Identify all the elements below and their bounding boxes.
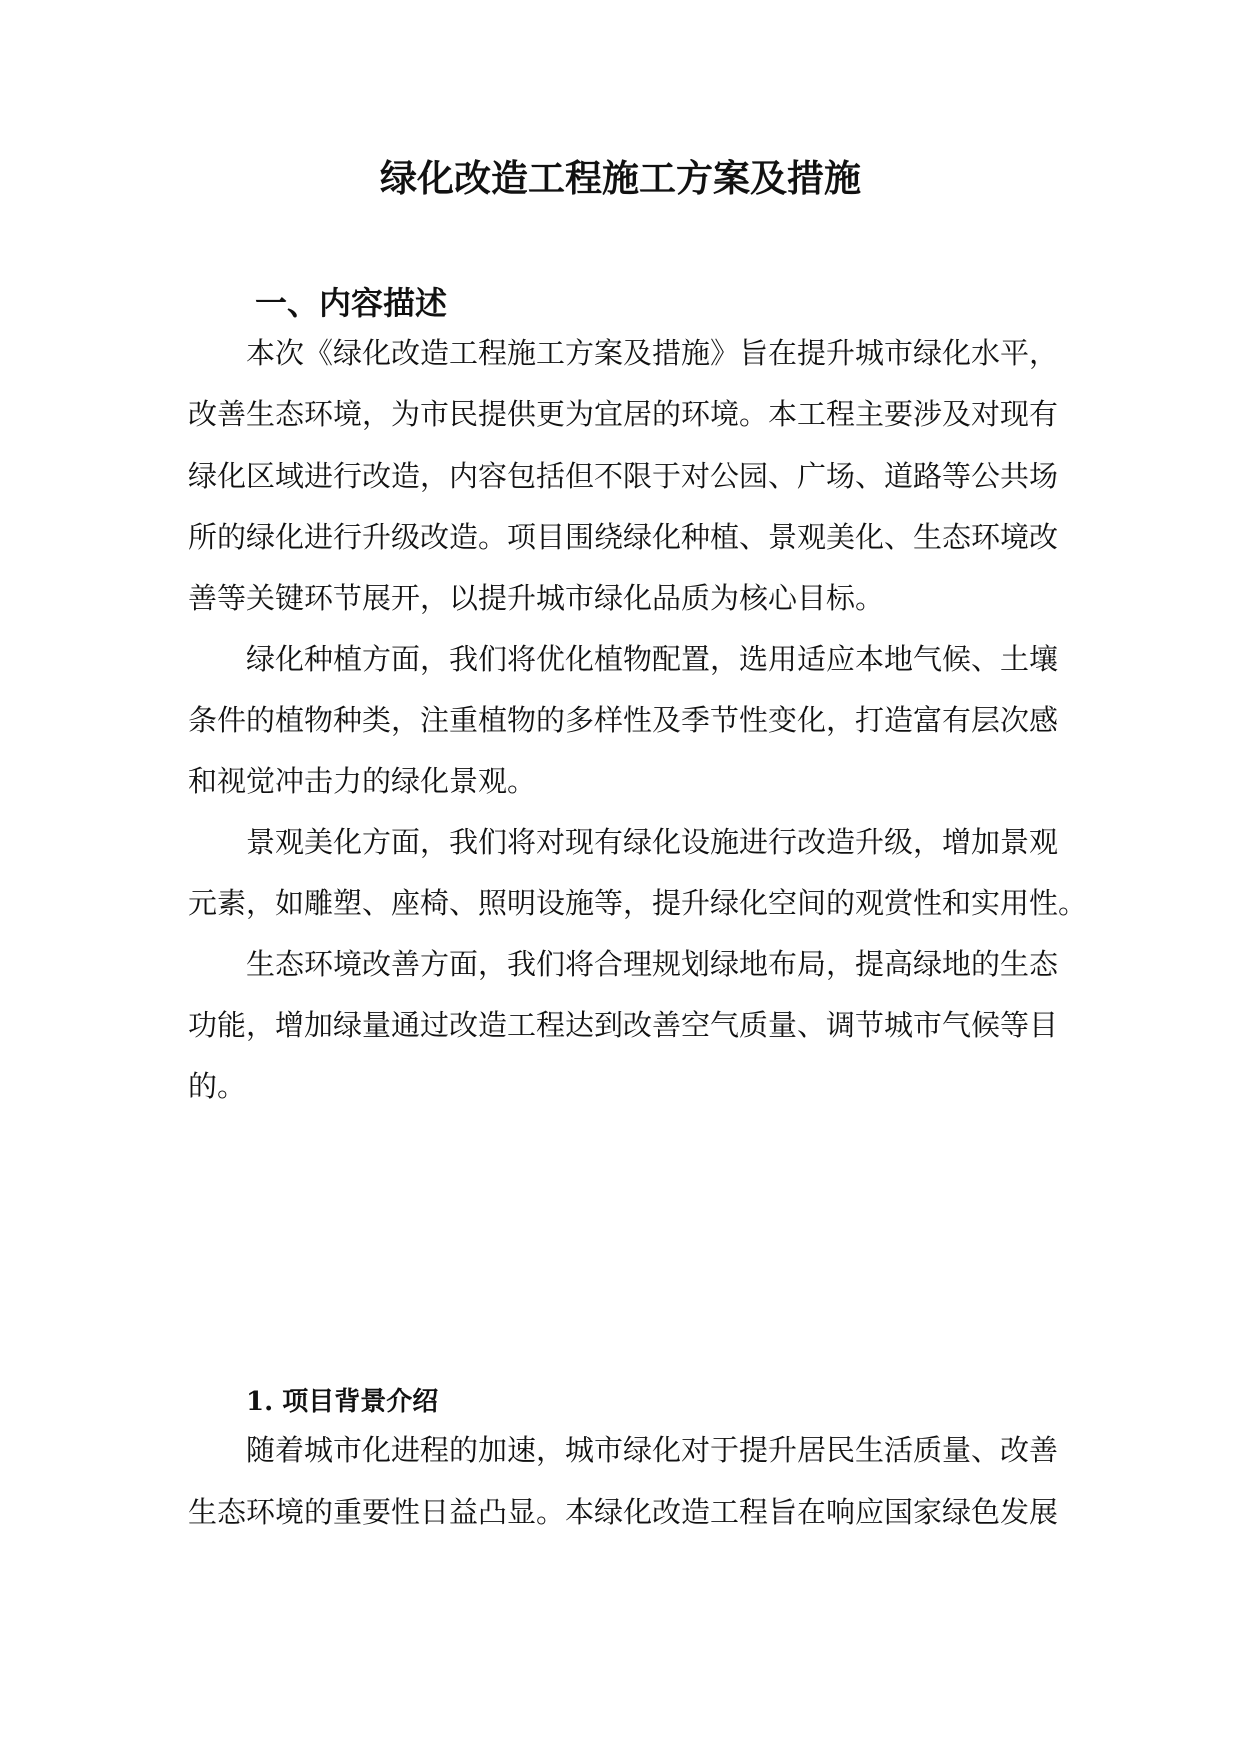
- paragraph-line: 生态环境改善方面，我们将合理规划绿地布局，提高绿地的生态: [246, 947, 1059, 981]
- paragraph-line: 善等关键环节展开，以提升城市绿化品质为核心目标。: [188, 581, 885, 615]
- paragraph-line: 绿化区域进行改造，内容包括但不限于对公园、广场、道路等公共场: [188, 459, 1059, 493]
- paragraph-line: 生态环境的重要性日益凸显。本绿化改造工程旨在响应国家绿色发展: [188, 1495, 1059, 1529]
- paragraph-line: 的。: [188, 1069, 247, 1103]
- paragraph-line: 元素，如雕塑、座椅、照明设施等，提升绿化空间的观赏性和实用性。: [188, 886, 1088, 920]
- paragraph-line: 随着城市化进程的加速，城市绿化对于提升居民生活质量、改善: [246, 1433, 1059, 1467]
- document-title: 绿化改造工程施工方案及措施: [380, 156, 861, 200]
- paragraph-line: 绿化种植方面，我们将优化植物配置，选用适应本地气候、土壤: [246, 642, 1059, 676]
- paragraph-line: 功能，增加绿量通过改造工程达到改善空气质量、调节城市气候等目: [188, 1008, 1059, 1042]
- paragraph-line: 和视觉冲击力的绿化景观。: [188, 764, 537, 798]
- paragraph-line: 本次《绿化改造工程施工方案及措施》旨在提升城市绿化水平，: [246, 336, 1059, 370]
- paragraph-line: 条件的植物种类，注重植物的多样性及季节性变化，打造富有层次感: [188, 703, 1059, 737]
- paragraph-line: 改善生态环境，为市民提供更为宜居的环境。本工程主要涉及对现有: [188, 397, 1059, 431]
- paragraph-line: 所的绿化进行升级改造。项目围绕绿化种植、景观美化、生态环境改: [188, 520, 1059, 554]
- section-heading-content-description: 一、内容描述: [255, 284, 448, 322]
- paragraph-line: 景观美化方面，我们将对现有绿化设施进行改造升级，增加景观: [246, 825, 1059, 859]
- subsection-heading-project-background: 1. 项目背景介绍: [246, 1387, 439, 1417]
